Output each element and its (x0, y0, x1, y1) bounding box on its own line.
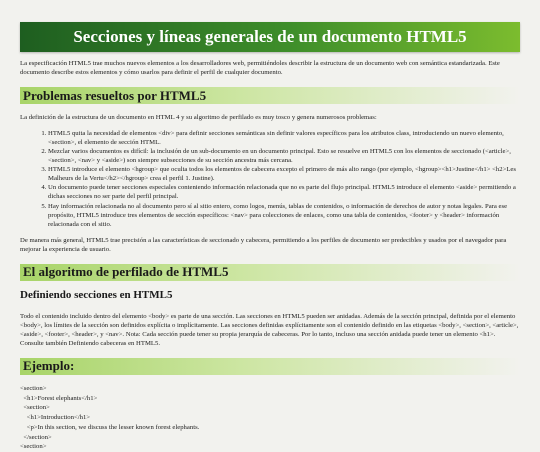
page-title: Secciones y líneas generales de un documento HTML5 (73, 27, 467, 46)
list-item: 5. Hay información relacionada no al documento pero sí al sitio entero, como logos, menús, tablas de contenidos, o información de derechos de autor y notas legales. Para ese propósito, HTML5 introduce tres elementos de sección específicos: <nav> para colecciones de enlaces, como una tabla de contenidos, <footer> y <header> información relacionada con el sitio. (48, 202, 520, 229)
section-heading-problems (20, 87, 520, 104)
definition-paragraph: La definición de la estructura de un documento en HTML 4 y su algoritmo de perfilado es muy tosco y genera numerosos problemas: (20, 114, 377, 122)
sections-paragraph: Todo el contenido incluido dentro del elemento <body> es parte de una sección. Las secciones en HTML5 pueden ser anidadas. Además de la sección principal, definida por el elemento <body>, los límites de la sección son definidos explícita o implícitamente. Las secciones definidas explícitamente son el contenido definido en las etiquetas <body>, <section>, <article>, <aside>, <footer>, <header>, y <nav>. Nota: Cada sección puede tener su propia jerarquía de cabeceras. Por lo tanto, incluso una sección anidada puede tener un elemento <h1>. Consulte también Definiendo cabeceras en HTML5. (20, 312, 519, 347)
problems-list (48, 129, 520, 229)
section-heading-text: El algoritmo de perfilado de HTML5 (23, 264, 229, 280)
section-heading-text: Ejemplo: (23, 358, 75, 374)
list-item: 4. Un documento puede tener secciones especiales conteniendo información relacionada que no es parte del flujo principal. HTML5 introduce el elemento <aside> permitiendo a dichas secciones no ser parte del perfil principal. (48, 183, 520, 201)
list-item: 3. HTML5 introduce el elemento <hgroup> que oculta todos los elementos de cabecera excepto el primero de más alto rango (por ejemplo, <hgroup><h1>Justine</h1> <h2>Les Malheurs de la Vertu</h2></hgroup> crea el perfil 1. Justine). (48, 165, 520, 183)
list-item: 2. Mezclar varios documentos es difícil: la inclusión de un sub-documento en un documento principal. Esto se resuelve en HTML5 con los elementos de seccionado (<article>, <section>, <nav> y <aside>) son siempre subsecciones de su sección ancestra más cercana. (48, 147, 520, 165)
intro-paragraph: La especificación HTML5 trae muchos nuevos elementos a los desarrolladores web, permitiéndoles describir la estructura de un documento web con semántica estandarizada. Este documento describe estos elementos y cómo usarlos para definir el perfil de cualquier documento. (20, 60, 500, 77)
list-item: 1. HTML5 quita la necesidad de elementos <div> para definir secciones semánticas sin definir valores específicos para los atributos class, introduciendo un nuevo elemento, <section>, el elemento de sección HTML. (48, 129, 520, 147)
page-title-banner (20, 22, 520, 52)
conclusion-paragraph: De manera más general, HTML5 trae precisión a las características de seccionado y cabecera, permitiendo a los perfiles de documento ser predecibles y usados por el navegador para mejorar la experiencia de usuario. (20, 236, 507, 253)
code-example: <section> <h1>Forest elephants</h1> <section> <h1>Introduction</h1> <p>In this section, we discuss the lesser known forest elephants. </section> <section> (20, 384, 200, 451)
section-heading-example (20, 358, 520, 375)
section-heading-text: Problemas resueltos por HTML5 (23, 87, 207, 103)
section-heading-algorithm (20, 264, 520, 281)
subheading-defining-sections: Definiendo secciones en HTML5 (20, 288, 173, 301)
